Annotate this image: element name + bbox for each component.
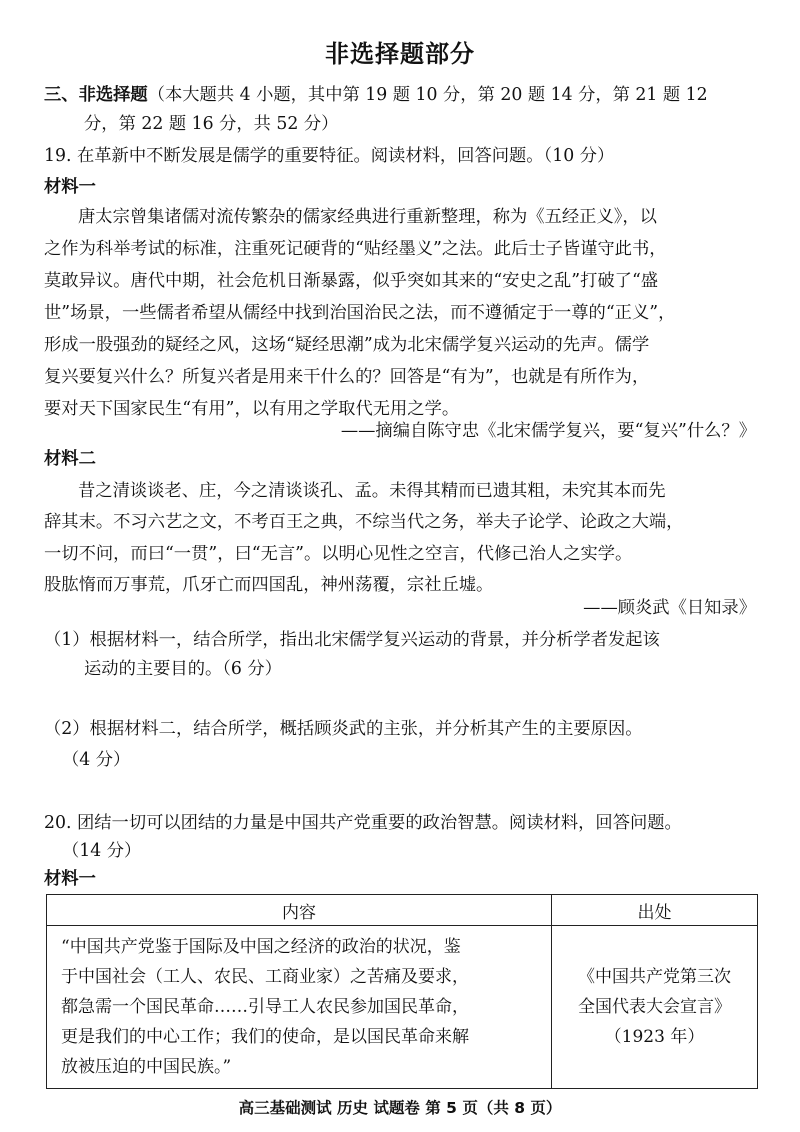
table-cell-content <box>47 926 552 1089</box>
page-footer: 高三基础测试 历史 试题卷 第 5 页（共 8 页） <box>238 1099 562 1117</box>
q19-sub2-line1: （2）根据材料二，结合所学，概括顾炎武的主张，并分析其产生的主要原因。 <box>44 719 643 739</box>
table-row <box>47 926 758 1089</box>
q19-sub2-line2: （4 分） <box>62 750 131 770</box>
q19-m2-text: 昔之清谈谈老、庄，今之清谈谈孔、孟。未得其精而已遗其粗，未究其本而先 <box>78 481 666 501</box>
q19-material1-label: 材料一 <box>44 177 96 197</box>
q19-m1-line: 之作为科举考试的标准，注重死记硬背的“贴经墨义”之法。此后士子皆谨守此书， <box>44 239 667 259</box>
q19-m2-line: 一切不问，而曰“一贯”，曰“无言”。以明心见性之空言，代修己治人之实学。 <box>44 544 633 564</box>
table-header-row <box>47 895 758 926</box>
q20-stem-line2: （14 分） <box>62 841 142 861</box>
q19-m2-line: 辞其末。不习六艺之文，不考百王之典，不综当代之务，举夫子论学、论政之大端， <box>44 512 684 532</box>
content-line: 都急需一个国民革命……引导工人农民参加国民革命， <box>61 997 469 1017</box>
q19-m1-line: 要对天下国家民生“有用”，以有用之学取代无用之学。 <box>44 399 460 419</box>
q19-m1-line: 形成一股强劲的疑经之风，这场“疑经思潮”成为北宋儒学复兴运动的先声。儒学 <box>44 335 650 355</box>
content-line: 放被压迫的中国民族。” <box>61 1057 232 1077</box>
page-title: 非选择题部分 <box>325 40 475 68</box>
content-line: 更是我们的中心工作；我们的使命，是以国民革命来解 <box>61 1027 469 1047</box>
content-line: 于中国社会（工人、农民、工商业家）之苦痛及要求， <box>61 967 469 987</box>
q19-m1-line: 莫敢异议。唐代中期，社会危机日渐暴露，似乎突如其来的“安史之乱”打破了“盛 <box>44 271 659 291</box>
table-header-source: 出处 <box>552 895 758 926</box>
q19-material2-label: 材料二 <box>44 449 96 469</box>
q19-material2-source: ——顾炎武《日知录》 <box>583 598 756 618</box>
q19-stem: 19. 在革新中不断发展是儒学的重要特征。阅读材料，回答问题。（10 分） <box>44 146 615 166</box>
q19-m1-text: 唐太宗曾集诸儒对流传繁杂的儒家经典进行重新整理，称为《五经正义》，以 <box>78 207 657 227</box>
q19-sub1-line1: （1）根据材料一，结合所学，指出北宋儒学复兴运动的背景，并分析学者发起该 <box>44 630 660 650</box>
q19-sub1-line2: 运动的主要目的。（6 分） <box>84 659 282 679</box>
source-line: （1923 年） <box>604 1027 705 1047</box>
source-line: 《中国共产党第三次 <box>578 967 731 987</box>
source-line: 全国代表大会宣言》 <box>578 997 731 1017</box>
section-header-note: （本大题共 4 小题，其中第 19 题 10 分，第 20 题 14 分，第 21 题 12 <box>147 85 708 105</box>
q19-m2-line: 股肱惰而万事荒，爪牙亡而四国乱，神州荡覆，宗社丘墟。 <box>44 575 494 595</box>
section-header-label: 三、非选择题 <box>44 85 148 105</box>
q19-m2-line <box>44 480 764 502</box>
q19-m1-line: 世”场景，一些儒者希望从儒经中找到治国治民之法，而不遵循定于一尊的“正义”， <box>44 303 676 323</box>
section-header-line2: 分，第 22 题 16 分，共 52 分） <box>84 114 339 134</box>
table-cell-source <box>552 926 758 1089</box>
q20-material1-label: 材料一 <box>44 869 96 889</box>
table-header-content: 内容 <box>47 895 552 926</box>
q19-m1-line: 复兴要复兴什么？所复兴者是用来干什么的？回答是“有为”，也就是有所作为， <box>44 367 650 387</box>
q20-stem-line1: 20. 团结一切可以团结的力量是中国共产党重要的政治智慧。阅读材料，回答问题。 <box>44 813 682 833</box>
q19-m1-line <box>44 206 764 228</box>
q19-material1-source: ——摘编自陈守忠《北宋儒学复兴，要“复兴”什么？》 <box>340 421 756 441</box>
q20-material-table <box>46 894 758 1089</box>
content-line: “中国共产党鉴于国际及中国之经济的政治的状况，鉴 <box>61 937 461 957</box>
section-header-line1 <box>44 84 764 106</box>
